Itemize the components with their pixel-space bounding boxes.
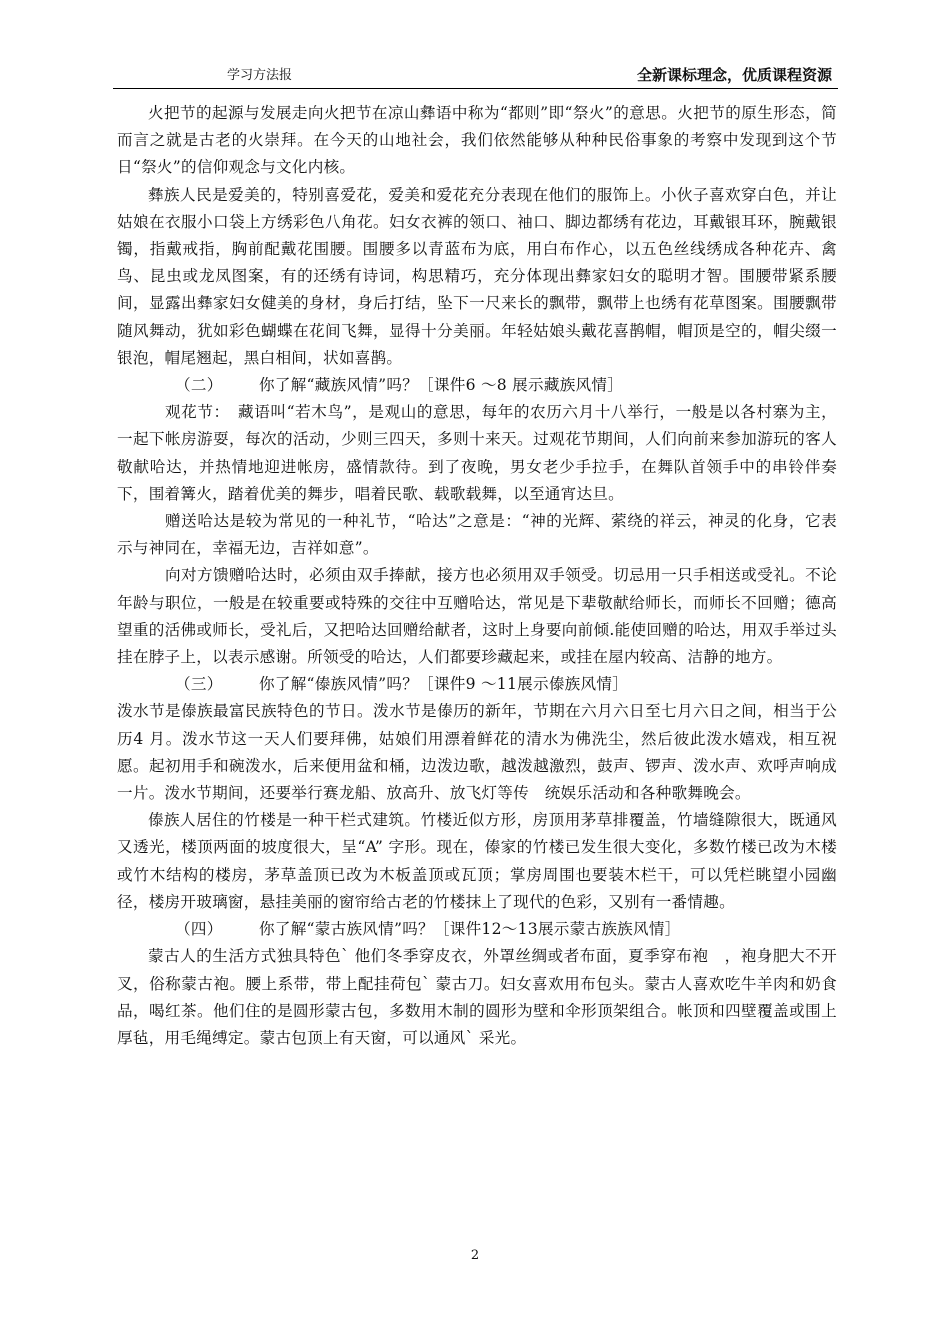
header-right-text: 全新课标理念，优质课程资源 — [636, 66, 832, 84]
section-heading-tibetan — [117, 372, 837, 399]
paragraph-flower-festival: 观花节： 藏语叫“若木鸟”，是观山的意思，每年的农历六月十八举行，一般是以各村寨为主，一起下帐房游耍，每次的活动，少则三四天，多则十来天。过观花节期间，人们向前来参加游玩的客人敬献哈达，并热情地迎进帐房，盛情款待。到了夜晚，男女老少手拉手，在舞队首领手中的串铃伴奏下，围着篝火，踏着优美的舞步，唱着民歌、载歌载舞，以至通宵达旦。 — [117, 403, 837, 503]
paragraph-bamboo-house: 傣族人居住的竹楼是一种干栏式建筑。竹楼近似方形，房顶用茅草排覆盖，竹墙缝隙很大，既通风又透光，楼顶两面的坡度很大，呈“A” 字形。现在，傣家的竹楼已发生很大变化，多数竹楼已改为木楼或竹木结构的楼房，茅草盖顶已改为木板盖顶或瓦顶；掌房周围也要装木栏干，可以凭栏眺望小园幽径，楼房开玻璃窗，悬挂美丽的窗帘给古老的竹楼抹上了现代的色彩，又别有一番情趣。 — [117, 811, 837, 911]
header-divider — [113, 88, 838, 89]
section-title: 你了解“藏族风情”吗？［课件6 ～8 展示藏族风情］ — [259, 376, 624, 395]
paragraph-hada-etiquette: 向对方馈赠哈达时，必须由双手捧献，接方也必须用双手领受。切忌用一只手相送或受礼。不论年龄与职位，一般是在较重要或特殊的交往中互赠哈达，常见是下辈敬献给师长，而师长不回赠；德高望重的活佛或师长，受礼后，又把哈达回赠给献者，这时上身要向前倾.能使回赠的哈达，用双手举过头挂在脖子上，以表示感谢。所领受的哈达，人们都要珍藏起来，或挂在屋内较高、洁静的地方。 — [117, 566, 837, 667]
paragraph-mongol-life: 蒙古人的生活方式独具特色` 他们冬季穿皮衣，外罩丝绸或者布面，夏季穿布袍 ，袍身肥大不开叉，俗称蒙古袍。腰上系带，带上配挂荷包` 蒙古刀。妇女喜欢用布包头。蒙古人喜欢吃牛羊肉和奶食品，喝红茶。他们住的是圆形蒙古包，多数用木制的圆形为壁和伞形顶架组合。帐顶和四壁覆盖或围上厚毡，用毛绳缚定。蒙古包顶上有天窗，可以通风` 采光。 — [117, 947, 837, 1047]
header-left-text: 学习方法报 — [227, 68, 293, 83]
paragraph-yi-costume: 彝族人民是爱美的，特别喜爱花，爱美和爱花充分表现在他们的服饰上。小伙子喜欢穿白色，并让姑娘在衣服小口袋上方绣彩色八角花。妇女衣裤的领口、袖口、脚边都绣有花边，耳戴银耳环，腕戴银镯，指戴戒指，胸前配戴花围腰。围腰多以青蓝布为底，用白布作心，以五色丝线绣成各种花卉、禽鸟、昆虫或龙凤图案，有的还绣有诗词，构思精巧，充分体现出彝家妇女的聪明才智。围腰带紧系腰间，显露出彝家妇女健美的身材，身后打结，坠下一尺来长的飘带，飘带上也绣有花草图案。围腰飘带随风舞动，犹如彩色蝴蝶在花间飞舞，显得十分美丽。年轻姑娘头戴花喜鹊帽，帽顶是空的，帽尖缀一银泡，帽尾翘起，黑白相间，状如喜鹊。 — [117, 185, 837, 367]
section-heading-mongol — [117, 916, 837, 943]
paragraph-water-festival: 泼水节是傣族最富民族特色的节日。泼水节是傣历的新年，节期在六月六日至七月六日之间，相当于公历4 月。泼水节这一天人们要拜佛，姑娘们用漂着鲜花的清水为佛洗尘，然后彼此泼水嬉戏，相互祝愿。起初用手和碗泼水，后来便用盆和桶，边泼边歌，越泼越激烈，鼓声、锣声、泼水声、欢呼声响成一片。泼水节期间，还要举行赛龙船、放高升、放飞灯等传 统娱乐活动和各种歌舞晚会。 — [117, 702, 837, 803]
paragraph-hada-gift: 赠送哈达是较为常见的一种礼节，“哈达”之意是：“神的光辉、萦绕的祥云，神灵的化身，它表示与神同在，幸福无边，吉祥如意”。 — [117, 512, 837, 558]
section-title: 你了解“蒙古族风情”吗？［课件12～13展示蒙古族族风情］ — [259, 920, 681, 939]
paragraph-torch-festival: 火把节的起源与发展走向火把节在凉山彝语中称为“都则”即“祭火”的意思。火把节的原生形态，简而言之就是古老的火崇拜。在今天的山地社会，我们依然能够从种种民俗事象的考察中发现到这个节日“祭火”的信仰观念与文化内核。 — [117, 104, 837, 177]
section-heading-dai — [117, 671, 837, 698]
page-number: 2 — [470, 1248, 480, 1263]
section-title: 你了解“傣族风情”吗？［课件9 ～11展示傣族风情］ — [259, 675, 629, 694]
section-number: （四） — [175, 920, 223, 939]
document-body — [117, 100, 837, 1052]
section-number: （二） — [175, 376, 223, 395]
section-number: （三） — [175, 675, 223, 694]
